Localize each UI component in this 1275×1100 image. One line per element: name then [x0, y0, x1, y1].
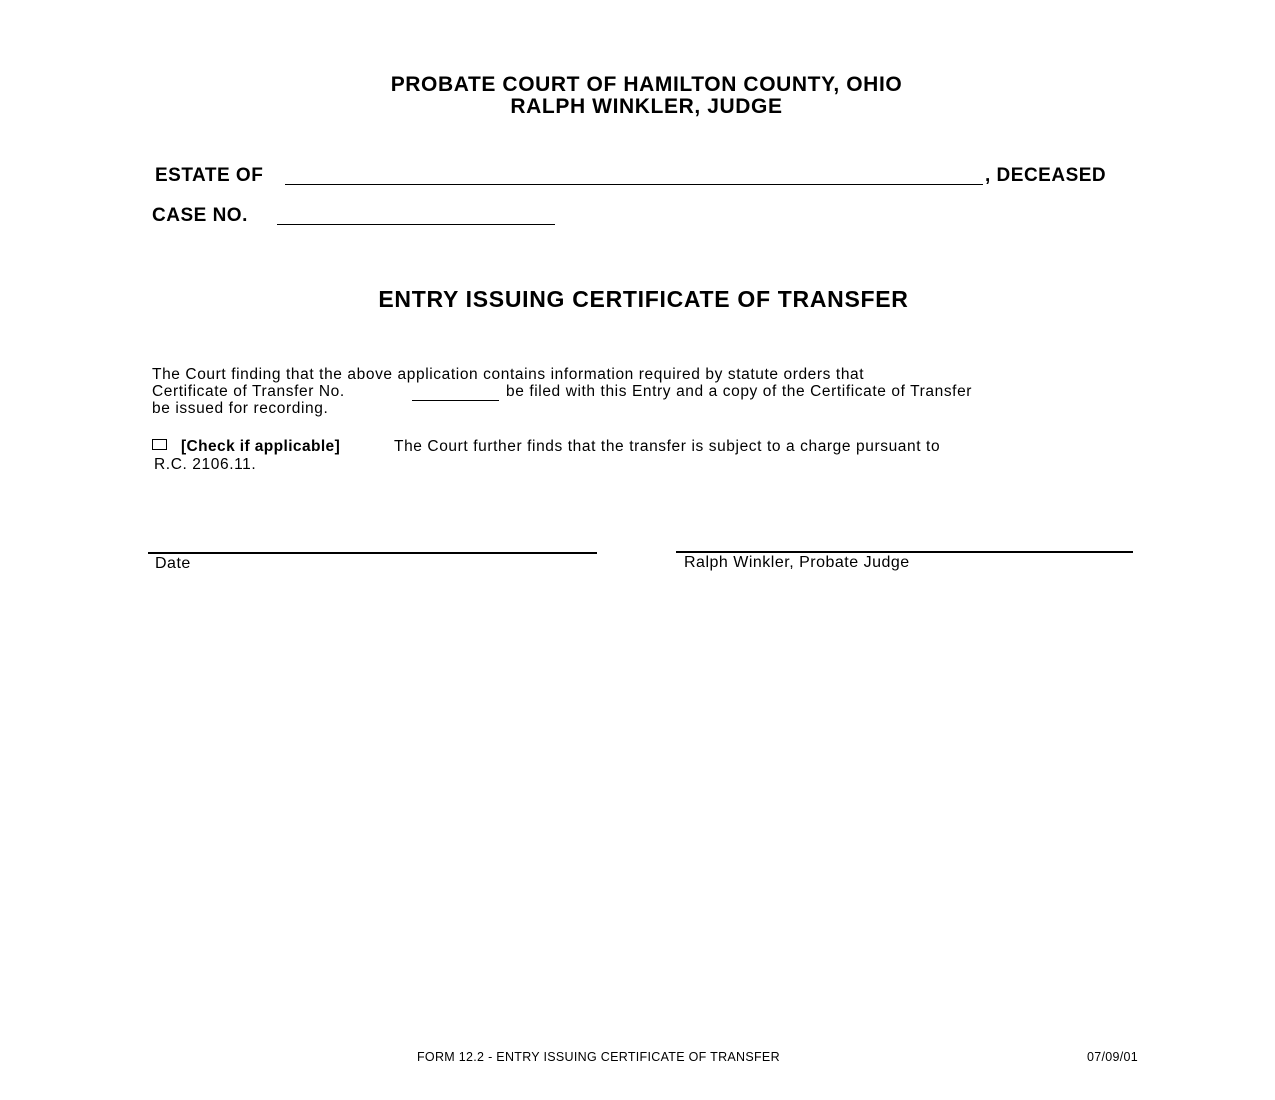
judge-signature-line[interactable]	[676, 551, 1133, 553]
check-if-applicable-label: [Check if applicable]	[181, 438, 341, 455]
estate-of-label: ESTATE OF	[155, 165, 264, 186]
estate-name-field[interactable]	[285, 168, 983, 185]
date-label: Date	[155, 555, 191, 572]
certificate-number-field[interactable]	[412, 384, 499, 401]
findings-line-3: be issued for recording.	[152, 400, 329, 417]
deceased-label: , DECEASED	[985, 165, 1107, 186]
form-name: FORM 12.2 - ENTRY ISSUING CERTIFICATE OF TRANSFER	[417, 1050, 780, 1064]
date-signature-line[interactable]	[148, 552, 597, 554]
judge-title: RALPH WINKLER, JUDGE	[510, 95, 783, 118]
judge-signature-label: Ralph Winkler, Probate Judge	[684, 554, 910, 571]
charge-checkbox[interactable]	[152, 439, 167, 450]
charge-text-line-2: R.C. 2106.11.	[154, 456, 257, 473]
findings-line-2a: Certificate of Transfer No.	[152, 383, 345, 400]
charge-text-line-1: The Court further finds that the transfer is subject to a charge pursuant to	[394, 438, 941, 455]
revision-date: 07/09/01	[1087, 1050, 1139, 1064]
findings-line-1: The Court finding that the above application contains information required by statute orders that	[152, 366, 865, 383]
case-no-label: CASE NO.	[152, 205, 248, 226]
entry-title: ENTRY ISSUING CERTIFICATE OF TRANSFER	[378, 286, 909, 312]
findings-line-2b: be filed with this Entry and a copy of the Certificate of Transfer	[506, 383, 973, 400]
court-title: PROBATE COURT OF HAMILTON COUNTY, OHIO	[390, 73, 903, 96]
case-number-field[interactable]	[277, 208, 555, 225]
